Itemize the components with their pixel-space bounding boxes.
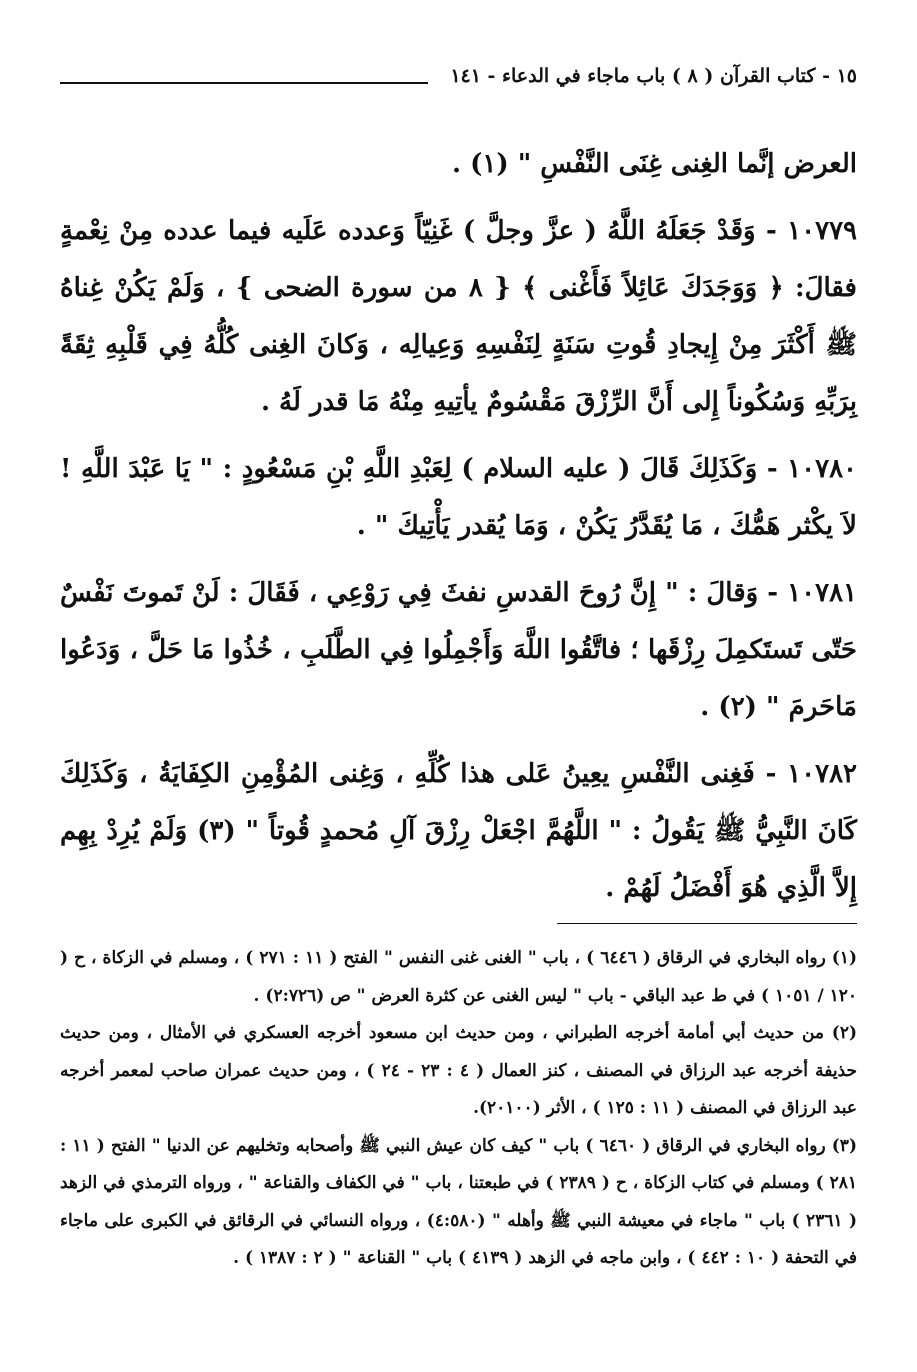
paragraph-number: ١٠٧٨٢ bbox=[787, 759, 857, 789]
paragraph-text: العرض إنَّما الغِنى غِنَى النَّفْسِ " (١) . bbox=[451, 149, 857, 179]
footnote-2: (٢) من حديث أبي أمامة أخرجه الطبراني ، ومن حديث ابن مسعود أخرجه العسكري في الأمثال ، ومن حديث حذيفة أخرجه عبد الرزاق في المصنف ، كنز العمال ( ٤ : ٢٣ - ٢٤ ) ، ومن حديث عمران صاحب لمعمر أخرجه عبد الرزاق في المصنف ( ١١ : ١٢٥ ) ، الأثر (٢٠١٠٠). bbox=[60, 1023, 857, 1118]
paragraph-10781 bbox=[60, 565, 857, 736]
footnote-3: (٣) رواه البخاري في الرقاق ( ٦٤٦٠ ) باب " كيف كان عيش النبي ﷺ وأصحابه وتخليهم عن الدنيا " الفتح ( ١١ : ٢٨١ ) ومسلم في كتاب الزكاة ، ح ( ٢٣٨٩ ) في طبعتنا ، باب " في الكفاف والقناعة " ، ورواه الترمذي في الزهد ( ٢٣٦١ ) باب " ماجاء في معيشة النبي ﷺ وأهله " (٤:٥٨٠) ، ورواه النسائي في الرقائق في الكبرى على ماجاء في التحفة ( ١٠ : ٤٤٢ ) ، وابن ماجه في الزهد ( ٤١٣٩ ) باب " القناعة " ( ٢ : ١٣٨٧ ) . bbox=[60, 1135, 858, 1268]
footnote-1: (١) رواه البخاري في الرقاق ( ٦٤٤٦ ) ، باب " الغنى غنى النفس " الفتح ( ١١ : ٢٧١ ) ، ومسلم في الزكاة ، ح ( ١٢٠ / ١٠٥١ ) في ط عبد الباقي - باب " ليس الغنى عن كثرة العرض " ص (٢:٧٢٦) . bbox=[60, 948, 857, 1006]
footnote-separator bbox=[557, 923, 857, 924]
paragraph-text: - وَكَذَلِكَ قَالَ ( عليه السلام ) لِعَبْدِ اللَّهِ بْنِ مَسْعُودٍ : " يَا عَبْدَ اللَّهِ ! لاَ يكْثر هَمُّكَ ، مَا يُقَدَّرُ يَكُنْ ، وَمَا يُقدر يَأْتِيكَ " . bbox=[60, 454, 857, 541]
paragraph-text: - وَقالَ : " إِنَّ رُوحَ القدسِ نفثَ فِي رَوْعِي ، فَقَالَ : لَنْ تَموتَ نَفْسٌ حَتّى تَستَكمِلَ رِزْقَها ؛ فاتَّقُوا اللَّهَ وَأَجْمِلُوا فِي الطَّلَبِ ، خُذُوا مَا حَلَّ ، وَدَعُوا مَاحَرمَ " (٢) . bbox=[60, 578, 857, 722]
paragraph-number: ١٠٧٧٩ bbox=[787, 216, 857, 246]
paragraph-10782 bbox=[60, 746, 857, 917]
footnotes bbox=[60, 940, 857, 1278]
paragraph-number: ١٠٧٨٠ bbox=[787, 454, 857, 484]
paragraph-10780 bbox=[60, 441, 857, 555]
paragraph-continuation bbox=[60, 136, 857, 193]
paragraph-number: ١٠٧٨١ bbox=[787, 578, 857, 608]
paragraph-text: - وَقَدْ جَعَلَهُ اللَّهُ ( عزَّ وجلَّ ) غَنِيّاً وَعدده عَلَيه فيما عدده مِنْ نِعْمةٍ فقالَ: ﴿ وَوَجَدَكَ عَائِلاً فَأَغْنى ﴾ { ٨ من سورة الضحى } ، وَلَمْ يَكُنْ غِناهُ ﷺ أَكْثَرَ مِنْ إِيجادِ قُوتِ سَنَةٍ لِنَفْسِهِ وَعِيالِه ، وَكانَ الغِنى كُلُّهُ فِي قَلْبِهِ ثِقَةً بِرَبِّهِ وَسُكُوناً إِلى أَنَّ الرِّزْقَ مَقْسُومٌ يأتِيهِ مِنْهُ مَا قدر لَهُ . bbox=[60, 216, 857, 417]
paragraph-10779 bbox=[60, 203, 857, 431]
running-header-title: ١٥ - كتاب القرآن ( ٨ ) باب ماجاء في الدعاء - ١٤١ bbox=[450, 65, 857, 87]
header-rule bbox=[60, 82, 428, 84]
main-text bbox=[60, 136, 857, 917]
running-header bbox=[60, 56, 857, 96]
paragraph-text: - فَغِنى النَّفْسِ يعِينُ عَلى هذا كُلِّهِ ، وَغِنى المُؤْمِنِ الكِفَايَةُ ، وَكَذَلِكَ كَانَ النَّبِيُّ ﷺ يَقُولُ : " اللَّهُمَّ اجْعَلْ رِزْقَ آلِ مُحمدٍ قُوتاً " (٣) وَلَمْ يُرِدْ بِهِم إِلاَّ الَّذِي هُوَ أَفْضَلُ لَهُمْ . bbox=[60, 759, 857, 903]
